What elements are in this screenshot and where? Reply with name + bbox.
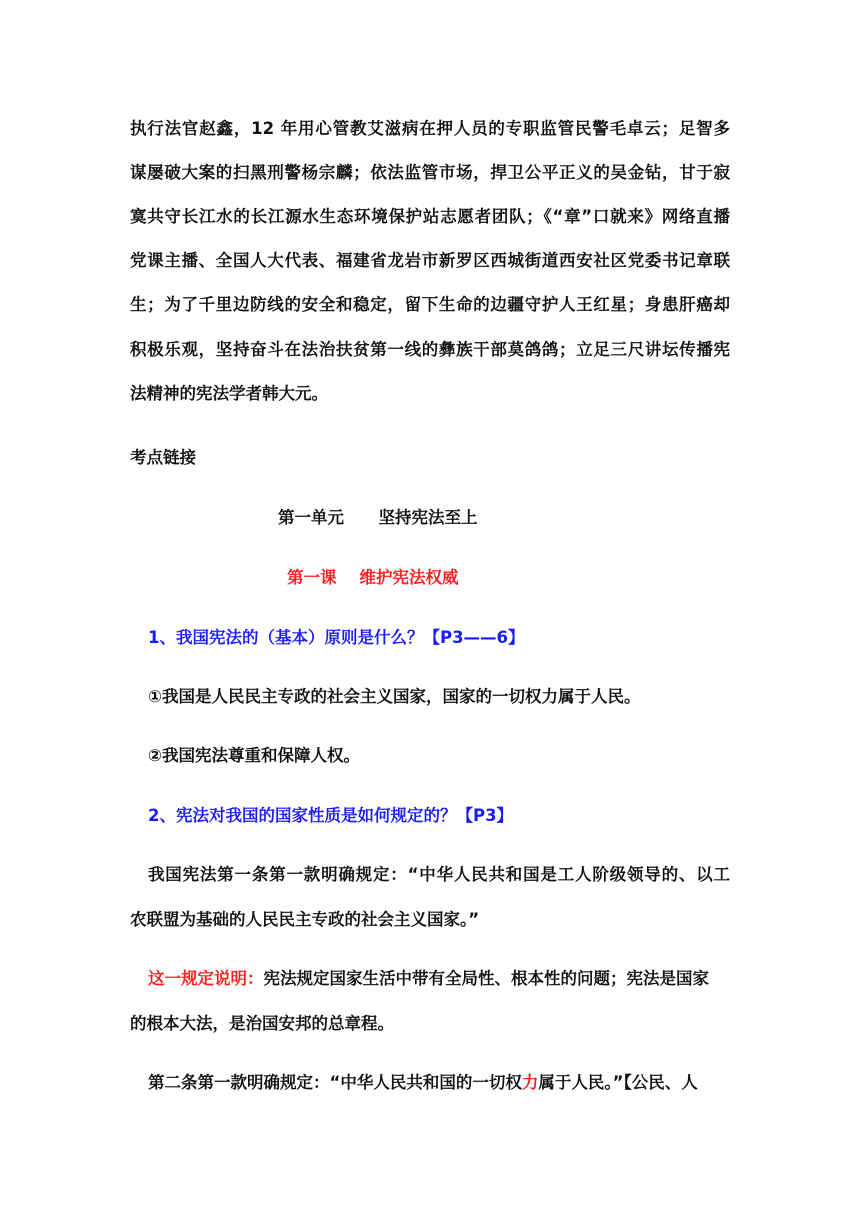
note-label: 这一规定说明：: [148, 969, 264, 988]
para-3-text-b: 属于人民。”【公民、人: [538, 1073, 698, 1092]
para-3-text-a: 第二条第一款明确规定：“中华人民共和国的一切权: [148, 1073, 522, 1092]
intro-line-4: 党课主播、全国人大代表、福建省龙岩市新罗区西城街道西安社区党委书记章联: [130, 251, 730, 270]
section-heading: 考点链接: [130, 448, 196, 467]
intro-line-6: 积极乐观，坚持奋斗在法治扶贫第一线的彝族干部莫鸽鸽；立足三尺讲坛传播宪: [130, 340, 730, 359]
lesson-title: 第一课 维护宪法权威: [287, 568, 459, 587]
question-2-para-1-line-2: 农联盟为基础的人民民主专政的社会主义国家。”: [130, 910, 480, 929]
intro-line-5: 生；为了千里边防线的安全和稳定，留下生命的边疆守护人王红星；身患肝癌却: [130, 295, 730, 314]
intro-line-2: 谋屡破大案的扫黑刑警杨宗麟；依法监管市场，捍卫公平正义的吴金钻，甘于寂: [130, 163, 730, 182]
question-2-note-line-2: 的根本大法，是治国安邦的总章程。: [130, 1014, 394, 1033]
intro-line-3: 寞共守长江水的长江源水生态环境保护站志愿者团队；《“章”口就来》网络直播: [130, 207, 730, 226]
question-1-answer-2: ②我国宪法尊重和保障人权。: [148, 746, 360, 765]
question-2-note-line-1: [148, 968, 730, 990]
question-2-para-3: [148, 1072, 730, 1094]
question-1-answer-1: ①我国是人民民主专政的社会主义国家，国家的一切权力属于人民。: [148, 687, 641, 706]
question-1: 1、我国宪法的（基本）原则是什么？【P3——6】: [148, 628, 525, 647]
unit-title: 第一单元 坚持宪法至上: [278, 508, 478, 527]
question-2-para-1-line-1: 我国宪法第一条第一款明确规定：“中华人民共和国是工人阶级领导的、以工: [148, 865, 730, 884]
intro-line-7: 法精神的宪法学者韩大元。: [130, 384, 328, 403]
note-text: 宪法规定国家生活中带有全局性、根本性的问题；宪法是国家: [263, 969, 709, 988]
para-3-highlight: 力: [521, 1073, 539, 1092]
question-2: 2、宪法对我国的国家性质是如何规定的？【P3】: [148, 806, 514, 825]
intro-line-1: 执行法官赵鑫，12 年用心管教艾滋病在押人员的专职监管民警毛卓云；足智多: [130, 119, 730, 138]
